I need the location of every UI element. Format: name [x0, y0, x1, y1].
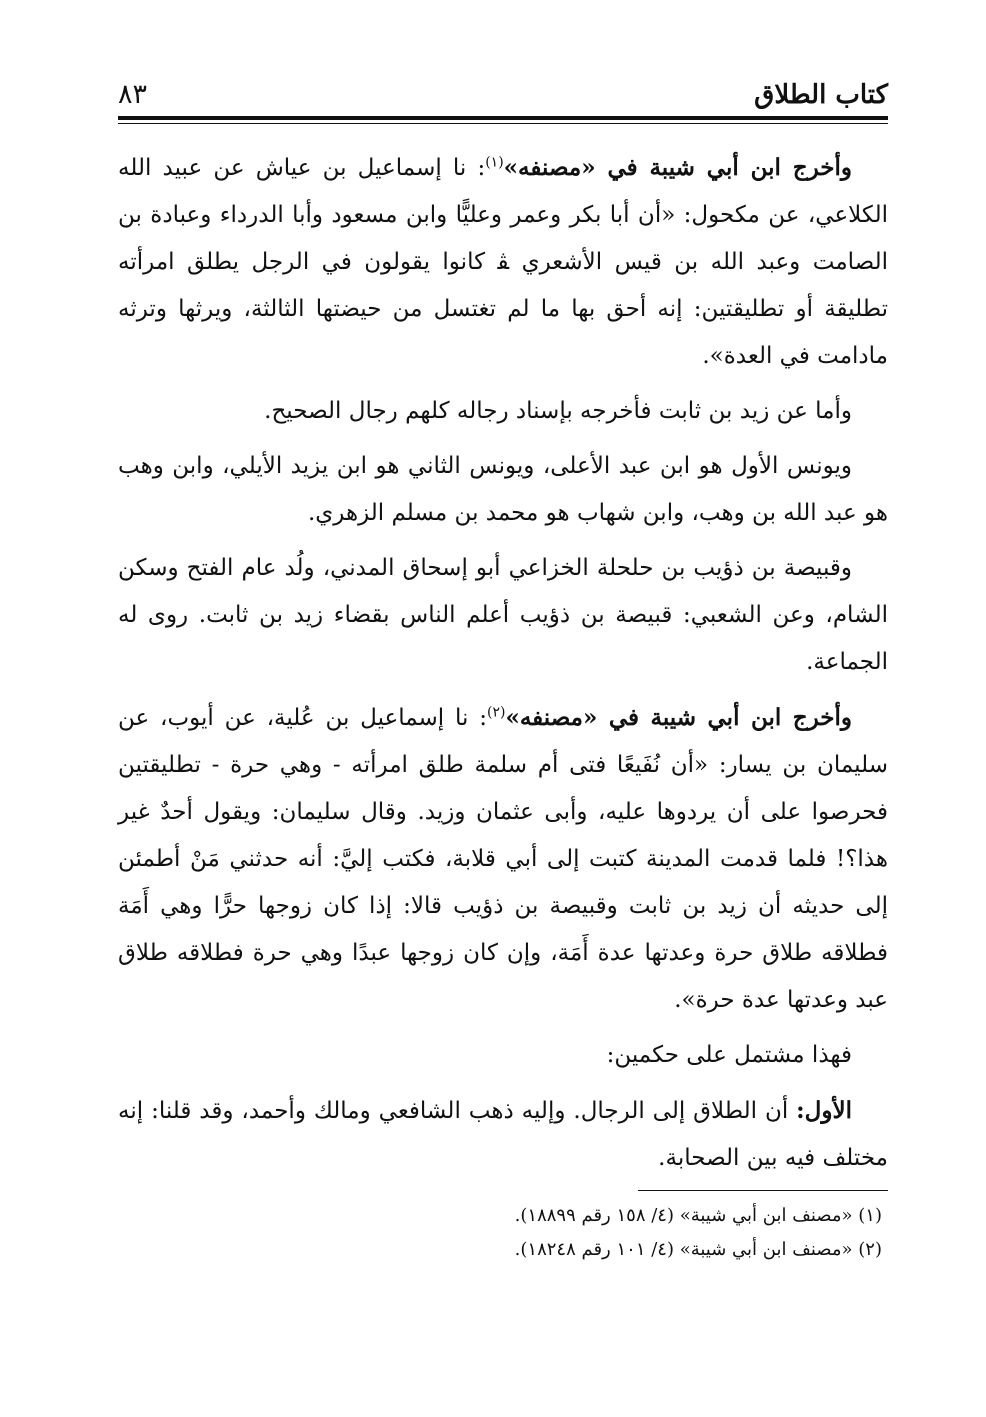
footnote-2: (٢) «مصنف ابن أبي شيبة» (٤/ ١٠١ رقم ١٨٢٤٨). [514, 1239, 882, 1260]
paragraph-4: وقبيصة بن ذؤيب بن حلحلة الخزاعي أبو إسحاق المدني، ولُد عام الفتح وسكن الشام، وعن الشعبي: قبيصة بن ذؤيب أعلم الناس بقضاء زيد بن ثابت. روى له الجماعة. [118, 555, 888, 675]
body-text [118, 144, 888, 1182]
page-number: ٨٣ [118, 79, 148, 110]
header-rule-thin [118, 123, 888, 124]
book-title: كتاب الطلاق [754, 80, 888, 110]
footnotes [118, 1199, 888, 1267]
footnote-ref-2: (٢) [486, 704, 506, 721]
paragraph-2: وأما عن زيد بن ثابت فأخرجه بإسناد رجاله كلهم رجال الصحيح. [264, 398, 852, 424]
paragraph-1-text: : نا إسماعيل بن عياش عن عبيد الله الكلاعي، عن مكحول: «أن أبا بكر وعمر وعليًّا وابن مسعود وأبا الدرداء وعبادة بن الصامت وعبد الله بن قيس الأشعري ﭭ كانوا يقولون في الرجل يطلق امرأته تطليقة أو تطليقتين: إنه أحق بها ما لم تغتسل من حيضتها الثالثة، ويرثها وترثه مادامت في العدة». [118, 155, 888, 369]
paragraph-1-lead: وأخرج ابن أبي شيبة في «مصنفه» [503, 154, 853, 181]
paragraph-3: ويونس الأول هو ابن عبد الأعلى، ويونس الثاني هو ابن يزيد الأيلي، وابن وهب هو عبد الله بن وهب، وابن شهاب هو محمد بن مسلم الزهري. [118, 453, 888, 526]
footnote-divider [638, 1190, 888, 1191]
paragraph-6: فهذا مشتمل على حكمين: [606, 1042, 852, 1068]
paragraph-7-lead: الأول: [796, 1097, 852, 1124]
header-rule-thick [118, 116, 888, 120]
paragraph-7-text: أن الطلاق إلى الرجال. وإليه ذهب الشافعي ومالك وأحمد، وقد قلنا: إنه مختلف فيه بين الصحابة. [118, 1098, 888, 1171]
footnote-1: (١) «مصنف ابن أبي شيبة» (٤/ ١٥٨ رقم ١٨٨٩٩). [514, 1205, 882, 1226]
running-header [118, 70, 888, 110]
paragraph-1 [118, 144, 888, 380]
paragraph-5-text: : نا إسماعيل بن عُلية، عن أيوب، عن سليمان بن يسار: «أن نُفَيعًا فتى أم سلمة طلق امرأته - وهي حرة - تطليقتين فحرصوا على أن يردوها عليه، وأبى عثمان وزيد. وقال سليمان: ويقول أحدٌ غير هذا؟! فلما قدمت المدينة كتبت إلى أبي قلابة، فكتب إليَّ: أنه حدثني مَنْ أطمئن إلى حديثه أن زيد بن ثابت وقبيصة بن ذؤيب قالا: إذا كان زوجها حرًّا وهي أَمَة فطلاقه طلاق حرة وعدتها عدة أَمَة، وإن كان زوجها عبدًا وهي حرة فطلاقه طلاق عبد وعدتها عدة حرة». [118, 705, 888, 1013]
paragraph-5-lead: وأخرج ابن أبي شيبة في «مصنفه» [505, 704, 852, 731]
footnote-ref-1: (١) [485, 154, 504, 171]
paragraph-7 [118, 1087, 888, 1182]
book-page [118, 70, 888, 1267]
paragraph-5 [118, 694, 888, 1024]
